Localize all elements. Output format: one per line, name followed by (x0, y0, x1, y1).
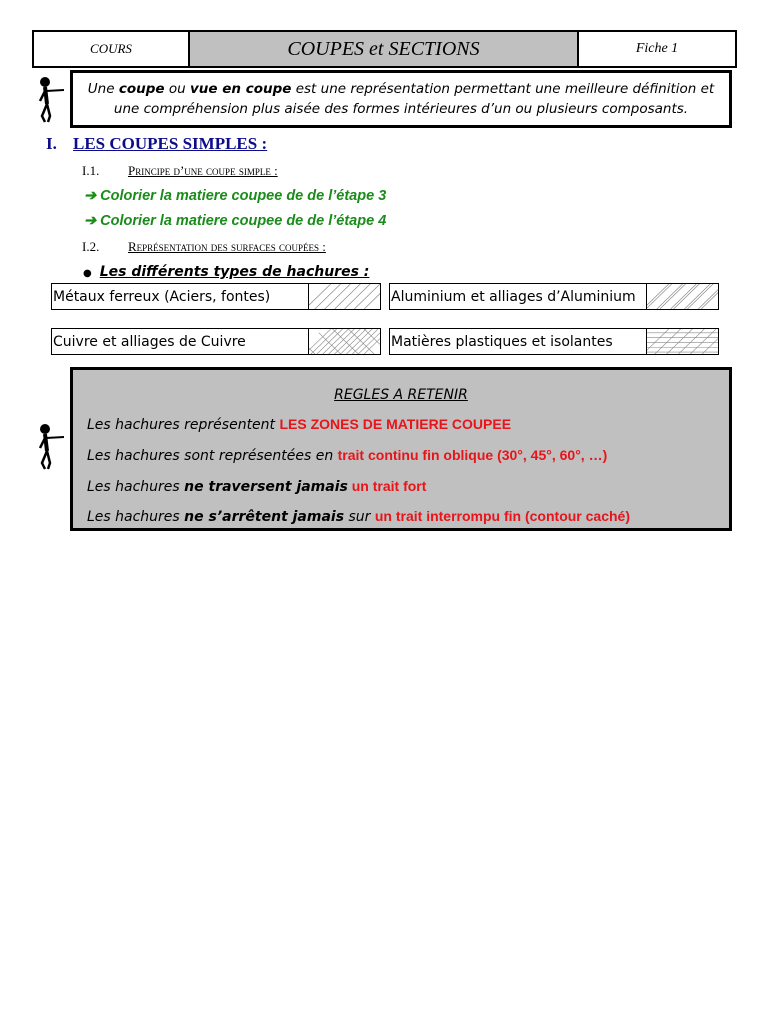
header-sheet: Fiche 1 (635, 41, 679, 56)
intro-text (79, 79, 723, 119)
instruction-line: ➔ Colorier la matiere coupee de de l’étape 3 (84, 188, 387, 204)
header-table (32, 30, 737, 68)
stick-figure-pointing-icon (36, 423, 66, 471)
subsection-number: I.1. (82, 163, 100, 178)
intro-part: ou (164, 81, 190, 97)
header-title: COUPES et SECTIONS (190, 32, 579, 66)
rules-title: REGLES A RETENIR (334, 387, 468, 403)
hatch-box (51, 328, 381, 355)
rule-highlight: LES ZONES DE MATIERE COUPEE (279, 416, 512, 432)
rule-highlight: un trait interrompu fin (contour caché) (374, 508, 630, 524)
intro-box (70, 70, 732, 128)
rule-emphasis: ne s’arrêtent jamais (184, 509, 345, 525)
rule-line (87, 478, 426, 495)
subsection-title: Principe d’une coupe simple : (128, 163, 278, 178)
rule-line (87, 447, 607, 464)
hatch-label: Métaux ferreux (Aciers, fontes) (53, 288, 271, 305)
hatch-label: Aluminium et alliages d’Aluminium (391, 288, 636, 305)
hatch-pattern-plastic (646, 329, 718, 354)
instruction-line: ➔ Colorier la matiere coupee de de l’étape 4 (84, 213, 387, 229)
rules-box (70, 367, 732, 531)
hatch-box (389, 283, 719, 310)
rule-line (87, 508, 630, 525)
section-title: LES COUPES SIMPLES : (73, 134, 268, 153)
rule-text: Les hachures (87, 479, 185, 495)
rule-emphasis: ne traversent jamais (184, 479, 348, 495)
bullet-dot: ● (83, 268, 92, 279)
intro-part: est une représentation permettant une meilleure définition et une compréhension plus aisée des formes intérieures d’un ou plusieurs composants. (113, 81, 715, 117)
bullet-heading (83, 264, 369, 280)
intro-term-coupe: coupe (118, 81, 165, 97)
rule-text: sur (344, 509, 375, 525)
hatch-box (51, 283, 381, 310)
hatch-label: Cuivre et alliages de Cuivre (53, 333, 246, 350)
subsection-title: Représentation des surfaces coupées : (128, 239, 326, 254)
subsection-number: I.2. (82, 239, 100, 254)
intro-part: Une (87, 81, 119, 97)
rule-text: Les hachures sont représentées en (87, 448, 338, 464)
rule-highlight: trait continu fin oblique (30°, 45°, 60°, …) (337, 447, 608, 463)
hatch-box (389, 328, 719, 355)
bullet-text: Les différents types de hachures : (99, 264, 370, 280)
stick-figure-pointing-icon (36, 76, 66, 124)
rule-line (87, 416, 511, 433)
hatch-label: Matières plastiques et isolantes (391, 333, 613, 350)
header-course: COURS (34, 32, 190, 66)
rule-text: Les hachures (87, 509, 185, 525)
intro-term-vue: vue en coupe (189, 81, 292, 97)
rule-highlight: un trait fort (347, 478, 427, 494)
section-number: I. (46, 134, 57, 153)
rule-text: Les hachures représentent (87, 417, 280, 433)
hatch-pattern-cross (308, 329, 380, 354)
hatch-pattern-double (646, 284, 718, 309)
hatch-pattern-single (308, 284, 380, 309)
